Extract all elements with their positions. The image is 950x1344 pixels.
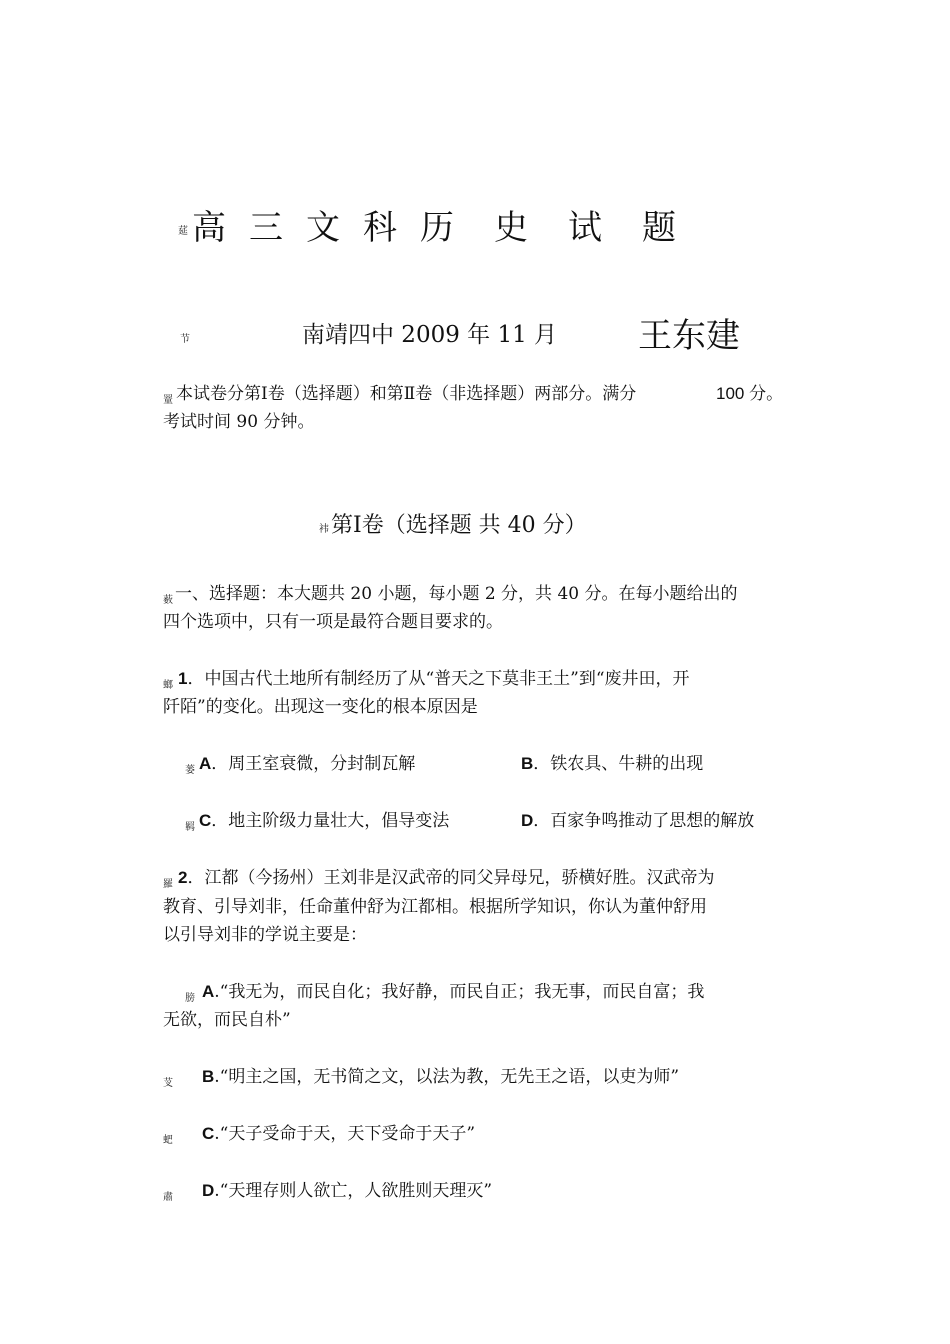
question-number: 1 bbox=[178, 669, 188, 688]
q2-option-c: C.“天子受命于天，天下受命于天子” bbox=[202, 1124, 476, 1144]
margin-mark: 罿 bbox=[163, 395, 173, 406]
title-char: 题 bbox=[642, 208, 676, 248]
intro-score: 100 分。 bbox=[716, 384, 784, 403]
margin-mark: 节 bbox=[180, 334, 190, 345]
instructions-line-2: 四个选项中，只有一项是最符合题目要求的。 bbox=[163, 612, 503, 632]
title-char: 三 bbox=[249, 208, 283, 248]
margin-mark: 膀 bbox=[185, 993, 195, 1004]
title-char: 高 bbox=[192, 208, 226, 248]
q2-option-a: A.“我无为，而民自化；我好静，而民自正；我无事，而民自富；我 bbox=[202, 982, 705, 1002]
q2-option-b: B.“明主之国，无书简之文，以法为教，无先王之语，以吏为师” bbox=[202, 1067, 680, 1087]
intro-line-1: 本试卷分第Ⅰ卷（选择题）和第Ⅱ卷（非选择题）两部分。满分 bbox=[176, 384, 637, 404]
q1-option-b: B．铁农具、牛耕的出现 bbox=[521, 754, 704, 774]
question-1-stem-2: 阡陌”的变化。出现这一变化的根本原因是 bbox=[163, 697, 478, 717]
school-date: 南靖四中 2009 年 11 月 bbox=[302, 322, 558, 348]
question-2-stem: 2．江都（今扬州）王刘非是汉武帝的同父异母兄，骄横好胜。汉武帝为 bbox=[178, 868, 715, 888]
question-2-stem-3: 以引导刘非的学说主要是： bbox=[163, 925, 367, 945]
title-char: 试 bbox=[568, 208, 602, 248]
margin-mark: 薮 bbox=[163, 595, 173, 606]
author-name: 王东建 bbox=[638, 316, 740, 356]
question-number: 2 bbox=[178, 868, 188, 887]
q1-option-d: D．百家争鸣推动了思想的解放 bbox=[521, 811, 755, 831]
margin-mark: 螂 bbox=[163, 680, 173, 691]
q2-option-a-2: 无欲，而民自朴” bbox=[163, 1010, 291, 1030]
page-title bbox=[192, 200, 699, 249]
margin-mark: 蚆 bbox=[163, 1135, 173, 1146]
margin-mark: 羁 bbox=[185, 822, 195, 833]
margin-mark: 莚 bbox=[178, 226, 188, 237]
margin-mark: 芆 bbox=[163, 1078, 173, 1089]
title-char: 历 bbox=[420, 208, 454, 248]
q1-option-a: A．周王室衰微，分封制瓦解 bbox=[199, 754, 416, 774]
intro-line-2: 考试时间 90 分钟。 bbox=[163, 412, 315, 432]
q2-option-d: D.“天理存则人欲亡，人欲胜则天理灭” bbox=[202, 1181, 493, 1201]
section-title: 第Ⅰ卷（选择题 共 40 分） bbox=[331, 513, 587, 538]
instructions-line-1: 一、选择题：本大题共 20 小题，每小题 2 分，共 40 分。在每小题给出的 bbox=[175, 584, 738, 604]
margin-mark: 羅 bbox=[163, 879, 173, 890]
title-char: 史 bbox=[494, 208, 528, 248]
title-char: 文 bbox=[306, 208, 340, 248]
q1-option-c: C．地主阶级力量壮大，倡导变法 bbox=[199, 811, 450, 831]
margin-mark: 袆 bbox=[319, 524, 329, 535]
question-1-stem: 1．中国古代土地所有制经历了从“普天之下莫非王土”到“废井田，开 bbox=[178, 669, 690, 689]
margin-mark: 肅 bbox=[163, 1192, 173, 1203]
title-char: 科 bbox=[363, 208, 397, 248]
margin-mark: 蒌 bbox=[185, 765, 195, 776]
question-2-stem-2: 教育、引导刘非，任命董仲舒为江都相。根据所学知识，你认为董仲舒用 bbox=[163, 897, 707, 917]
